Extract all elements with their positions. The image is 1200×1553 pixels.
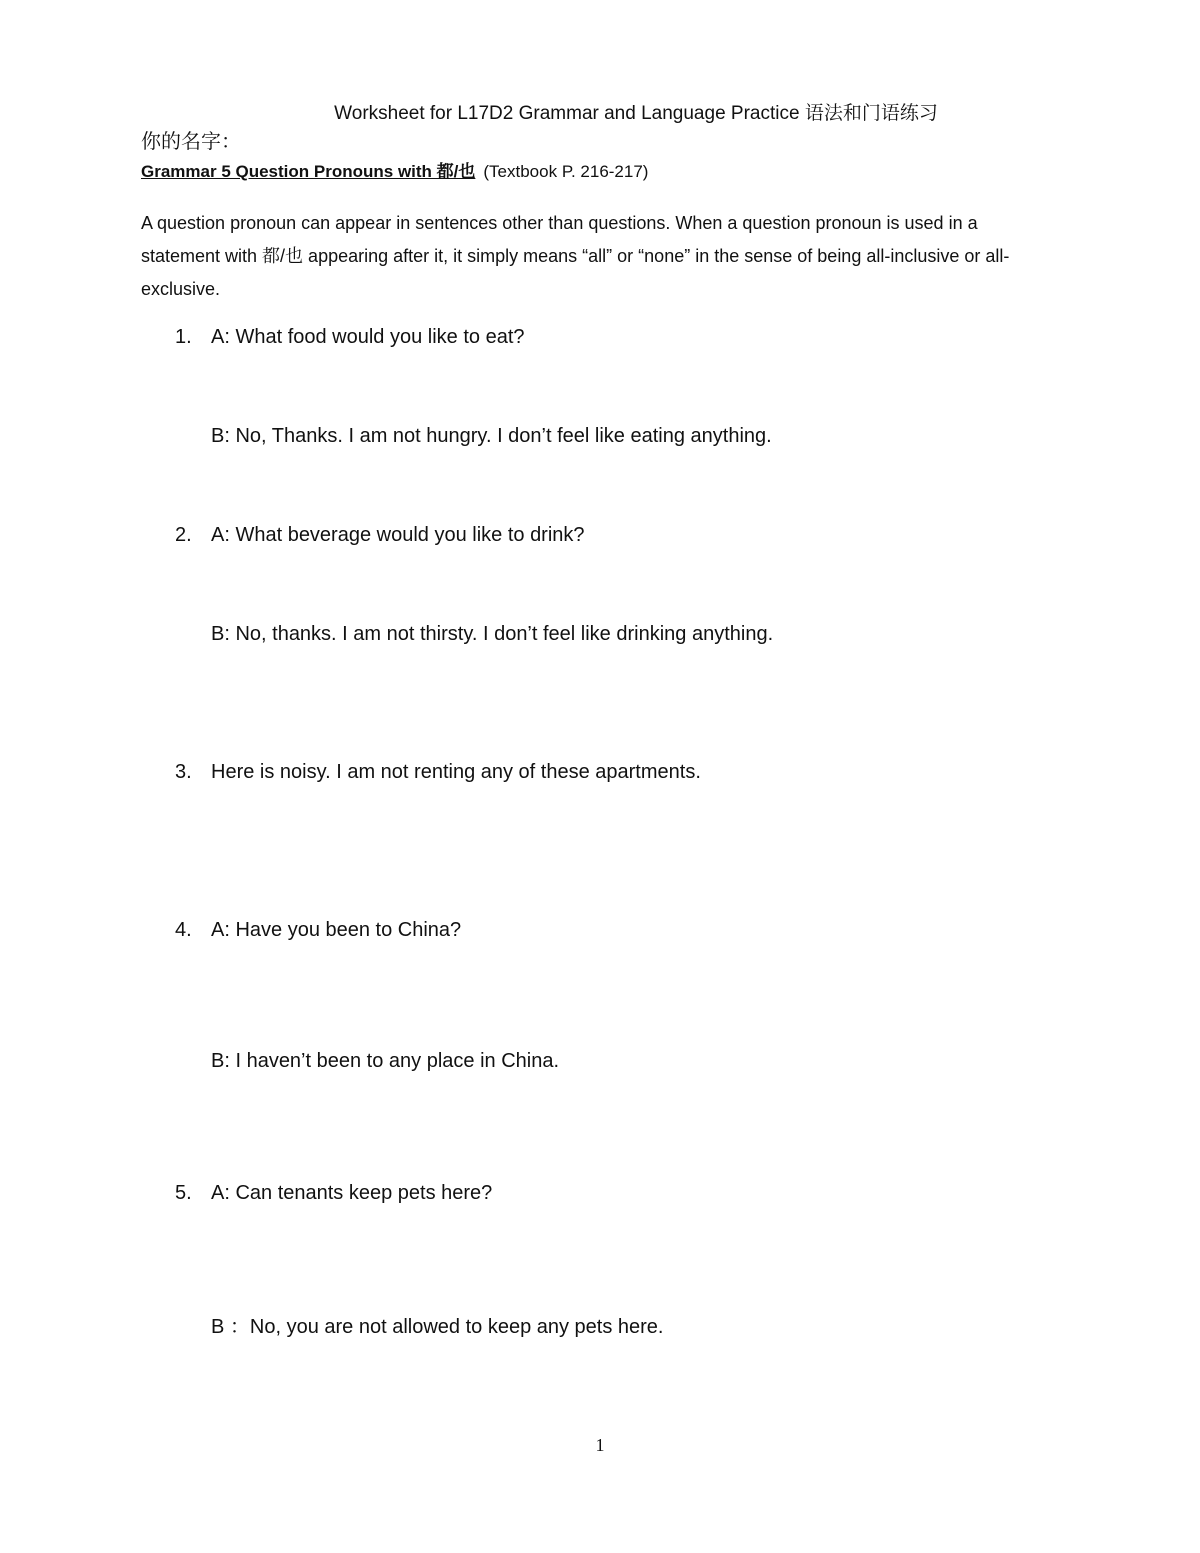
question-4-prompt-b: B: I haven’t been to any place in China.	[211, 1050, 560, 1072]
question-2-prompt-a: A: What beverage would you like to drink?	[211, 524, 585, 546]
grammar-heading: Grammar 5 Question Pronouns with 都/也	[141, 162, 476, 181]
intro-paragraph: A question pronoun can appear in sentences other than questions. When a question pronoun is used in a statement with 都/也 appearing after it, it simply means “all” or “none” in the sense of being all-inclusive or all-exclusive.	[141, 213, 1010, 299]
question-3-number: 3.	[175, 761, 192, 783]
question-4-prompt-a: A: Have you been to China?	[211, 919, 462, 941]
question-1-prompt-b: B: No, Thanks. I am not hungry. I don’t feel like eating anything.	[211, 425, 772, 447]
page-number: 1	[595, 1435, 605, 1455]
question-5-prompt-b: B ：No, you are not allowed to keep any pets here.	[211, 1316, 664, 1338]
textbook-reference: (Textbook P. 216-217)	[483, 162, 649, 181]
question-2-prompt-b: B: No, thanks. I am not thirsty. I don’t feel like drinking anything.	[211, 623, 774, 645]
worksheet-title: Worksheet for L17D2 Grammar and Language Practice 语法和门语练习	[334, 103, 938, 124]
question-1-number: 1.	[175, 326, 192, 348]
question-2-number: 2.	[175, 524, 192, 546]
question-4-number: 4.	[175, 919, 192, 941]
question-3-prompt: Here is noisy. I am not renting any of these apartments.	[211, 761, 701, 783]
name-label: 你的名字：	[141, 131, 241, 153]
question-5-prompt-a: A: Can tenants keep pets here?	[211, 1182, 493, 1204]
section-heading	[141, 159, 648, 185]
question-5-number: 5.	[175, 1182, 192, 1204]
question-1-prompt-a: A: What food would you like to eat?	[211, 326, 525, 348]
